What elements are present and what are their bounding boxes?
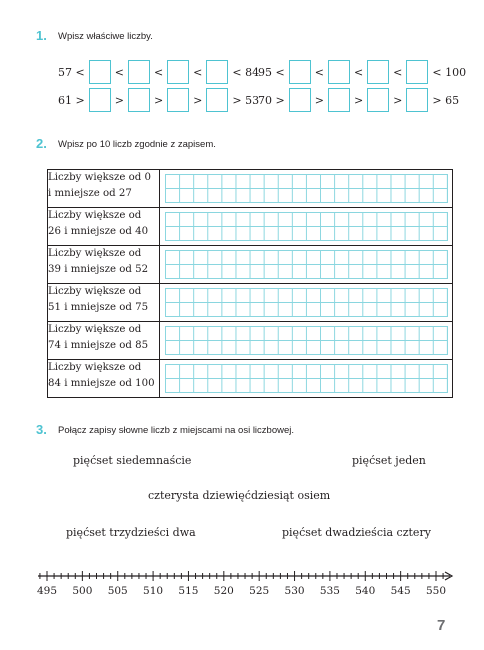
range-label-line: Liczby większe od bbox=[48, 210, 142, 221]
exercise-2-instruction: Wpisz po 10 liczb zgodnie z zapisem. bbox=[58, 139, 216, 150]
inequality-sign: < bbox=[314, 65, 324, 79]
exercise-2-number: 2. bbox=[36, 136, 47, 151]
inequality-sign: > bbox=[353, 93, 364, 107]
exercise-1-number: 1. bbox=[36, 28, 47, 43]
exercise-3-instruction: Połącz zapisy słowne liczb z miejscami na osi liczbowej. bbox=[58, 425, 295, 436]
range-label-line: 84 i mniejsze od 100 bbox=[48, 378, 155, 389]
number-phrase[interactable]: pięćset dwadzieścia cztery bbox=[282, 526, 431, 539]
range-label-line: 26 i mniejsze od 40 bbox=[48, 226, 149, 237]
tick-label: 550 bbox=[425, 585, 447, 597]
range-label-line: 51 i mniejsze od 75 bbox=[48, 302, 149, 313]
range-label-line: Liczby większe od 0 bbox=[48, 172, 152, 183]
inequality-left: 57 < bbox=[58, 65, 85, 79]
inequality-sign: < bbox=[193, 65, 203, 79]
inequality-sign: > bbox=[153, 93, 164, 107]
inequality-left: 70 > bbox=[258, 93, 285, 107]
tick-label: 545 bbox=[390, 585, 411, 597]
inequality-left: 95 < bbox=[258, 65, 285, 79]
inequality-sign: < bbox=[353, 65, 364, 79]
inequality-sign: > bbox=[193, 93, 203, 107]
tick-label: 495 bbox=[36, 585, 58, 597]
inequality-sign: < bbox=[114, 65, 124, 79]
tick-label: 540 bbox=[355, 585, 376, 597]
tick-label: 520 bbox=[213, 585, 234, 597]
inequality-sign: < bbox=[153, 65, 164, 79]
tick-label: 525 bbox=[249, 585, 270, 597]
inequality-sign: < bbox=[393, 65, 403, 79]
number-phrase[interactable]: pięćset trzydzieści dwa bbox=[66, 526, 196, 539]
tick-label: 510 bbox=[143, 585, 164, 597]
range-label-line: i mniejsze od 27 bbox=[48, 188, 132, 199]
range-label-line: Liczby większe od bbox=[48, 286, 142, 297]
range-label-line: Liczby większe od bbox=[48, 324, 142, 335]
number-phrase[interactable]: pięćset jeden bbox=[352, 454, 426, 467]
inequality-end: < 100 bbox=[432, 65, 467, 79]
inequality-end: < 84 bbox=[232, 65, 260, 79]
inequality-sign: > bbox=[114, 93, 124, 107]
tick-label: 535 bbox=[319, 585, 340, 597]
range-label-line: 74 i mniejsze od 85 bbox=[48, 340, 149, 351]
exercise-3-number: 3. bbox=[36, 422, 47, 437]
range-label-line: Liczby większe od bbox=[48, 362, 142, 373]
tick-label: 505 bbox=[107, 585, 128, 597]
exercise-1-instruction: Wpisz właściwe liczby. bbox=[58, 31, 153, 42]
tick-label: 500 bbox=[72, 585, 93, 597]
page-number: 7 bbox=[437, 617, 446, 634]
number-phrase[interactable]: pięćset siedemnaście bbox=[73, 454, 192, 467]
number-phrase[interactable]: czterysta dziewięćdziesiąt osiem bbox=[148, 489, 331, 502]
inequality-end: > 53 bbox=[232, 93, 260, 107]
inequality-sign: > bbox=[393, 93, 403, 107]
inequality-sign: > bbox=[314, 93, 324, 107]
range-label-line: 39 i mniejsze od 52 bbox=[48, 264, 149, 275]
tick-label: 515 bbox=[178, 585, 199, 597]
tick-label: 530 bbox=[284, 585, 305, 597]
inequality-end: > 65 bbox=[432, 93, 460, 107]
inequality-left: 61 > bbox=[58, 93, 85, 107]
range-label-line: Liczby większe od bbox=[48, 248, 142, 259]
